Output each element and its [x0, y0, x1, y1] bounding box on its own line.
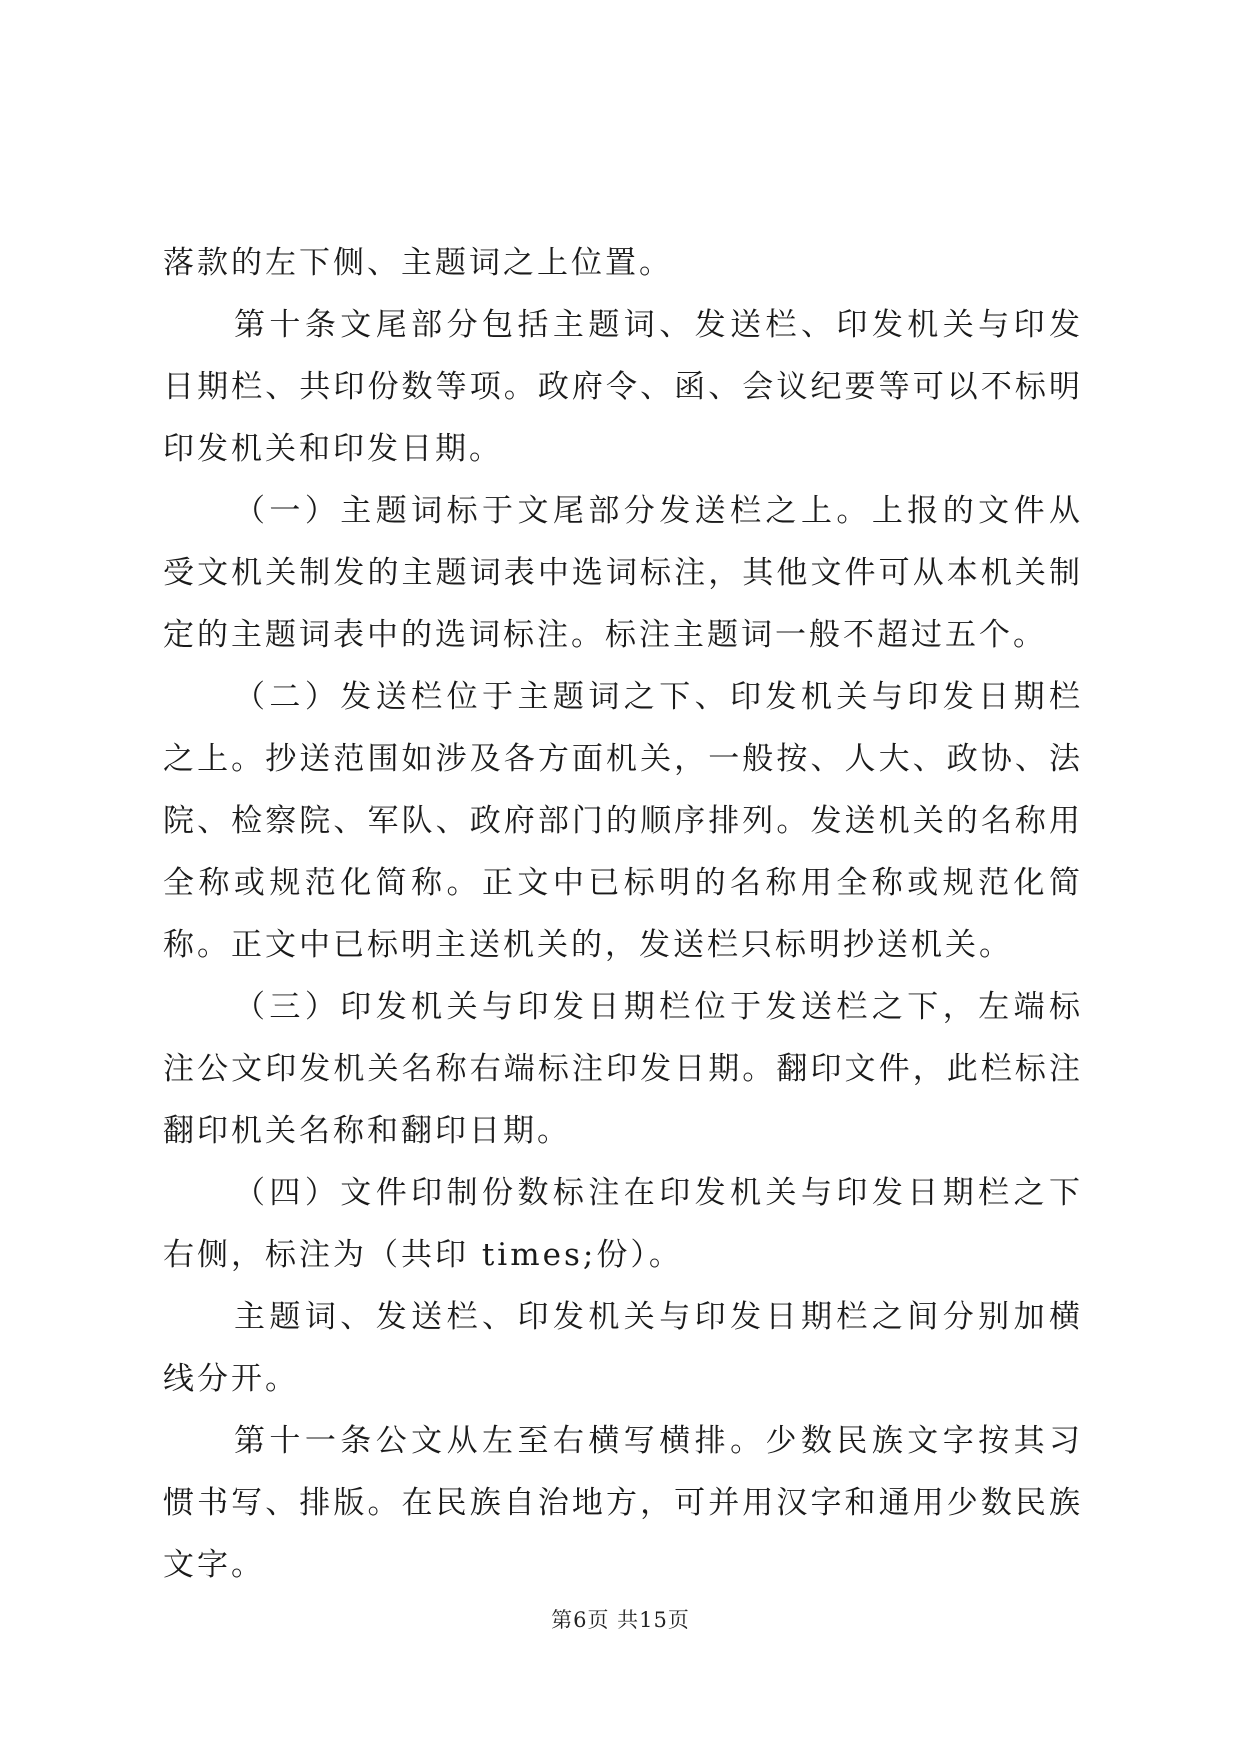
- paragraph: 落款的左下侧、主题词之上位置。: [163, 245, 673, 281]
- document-body: [163, 232, 1083, 1596]
- paragraph: 第十一条公文从左至右横写横排。少数民族文字按其习惯书写、排版。在民族自治地方，可并用汉字和通用少数民族文字。: [163, 1423, 1083, 1583]
- paragraph: （一）主题词标于文尾部分发送栏之上。上报的文件从受文机关制发的主题词表中选词标注，其他文件可从本机关制定的主题词表中的选词标注。标注主题词一般不超过五个。: [163, 493, 1083, 653]
- paragraph: （三）印发机关与印发日期栏位于发送栏之下，左端标注公文印发机关名称右端标注印发日期。翻印文件，此栏标注翻印机关名称和翻印日期。: [163, 989, 1083, 1149]
- paragraph: 主题词、发送栏、印发机关与印发日期栏之间分别加横线分开。: [163, 1299, 1083, 1397]
- paragraph: 第十条文尾部分包括主题词、发送栏、印发机关与印发日期栏、共印份数等项。政府令、函、会议纪要等可以不标明印发机关和印发日期。: [163, 307, 1083, 467]
- paragraph: （二）发送栏位于主题词之下、印发机关与印发日期栏之上。抄送范围如涉及各方面机关，一般按、人大、政协、法院、检察院、军队、政府部门的顺序排列。发送机关的名称用全称或规范化简称。正文中已标明的名称用全称或规范化简称。正文中已标明主送机关的，发送栏只标明抄送机关。: [163, 679, 1083, 963]
- page-number-footer: 第6页 共15页: [551, 1608, 690, 1632]
- paragraph: （四）文件印制份数标注在印发机关与印发日期栏之下右侧，标注为（共印 times;份）。: [163, 1175, 1083, 1273]
